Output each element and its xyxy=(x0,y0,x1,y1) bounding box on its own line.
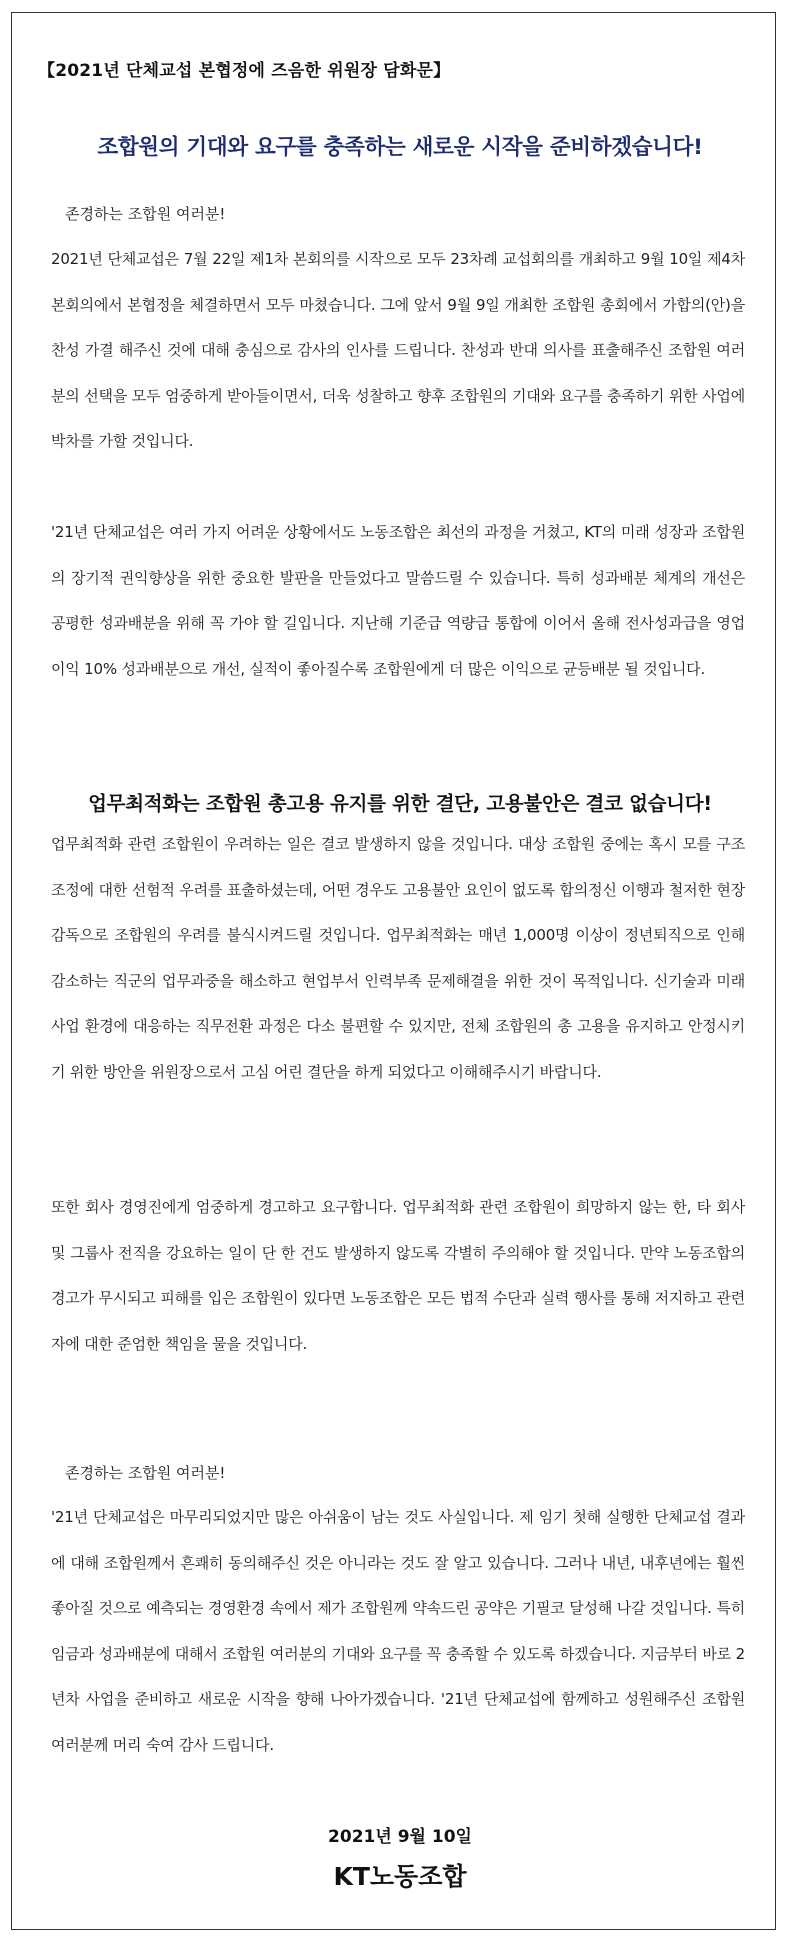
paragraph-4: 또한 회사 경영진에게 엄중하게 경고하고 요구합니다. 업무최적화 관련 조합원이 희망하지 않는 한, 타 회사 및 그룹사 전직을 강요하는 일이 단 한 건도 발생하지 않도록 각별히 주의해야 할 것입니다. 만약 노동조합의 경고가 무시되고 피해를 입은 조합원이 있다면 노동조합은 모든 법적 수단과 실력 행사를 통해 저지하고 관련자에 대한 준엄한 책임을 물을 것입니다. xyxy=(51,1198,745,1353)
greeting-second: 존경하는 조합원 여러분! xyxy=(65,1464,226,1482)
greeting-first: 존경하는 조합원 여러분! xyxy=(65,205,226,223)
main-headline: 조합원의 기대와 요구를 충족하는 새로운 시작을 준비하겠습니다! xyxy=(97,135,703,160)
organization-name: KT노동조합 xyxy=(333,1862,467,1891)
paragraph-3: 업무최적화 관련 조합원이 우려하는 일은 결코 발생하지 않을 것입니다. 대상 조합원 중에는 혹시 모를 구조조정에 대한 선험적 우려를 표출하셨는데, 어떤 경우도 고용불안 요인이 없도록 합의정신 이행과 철저한 현장 감독으로 조합원의 우려를 불식시켜드릴 것입니다. 업무최적화는 매년 1,000명 이상이 정년퇴직으로 인해 감소하는 직군의 업무과중을 해소하고 현업부서 인력부족 문제해결을 위한 것이 목적입니다. 신기술과 미래사업 환경에 대응하는 직무전환 과정은 다소 불편할 수 있지만, 전체 조합원의 총 고용을 유지하고 안정시키기 위한 방안을 위원장으로서 고심 어린 결단을 하게 되었다고 이해해주시기 바랍니다. xyxy=(51,835,745,1081)
paragraph-1: 2021년 단체교섭은 7월 22일 제1차 본회의를 시작으로 모두 23차례 교섭회의를 개최하고 9월 10일 제4차 본회의에서 본협정을 체결하면서 모두 마쳤습니다. 그에 앞서 9월 9일 개최한 조합원 총회에서 가합의(안)을 찬성 가결 해주신 것에 대해 충심으로 감사의 인사를 드립니다. 찬성과 반대 의사를 표출해주신 조합원 여러분의 선택을 모두 엄중하게 받아들이면서, 더욱 성찰하고 향후 조합원의 기대와 요구를 충족하기 위한 사업에 박차를 가할 것입니다. xyxy=(51,250,745,450)
sub-headline: 업무최적화는 조합원 총고용 유지를 위한 결단, 고용불안은 결코 없습니다! xyxy=(88,792,712,815)
paragraph-5: '21년 단체교섭은 마무리되었지만 많은 아쉬움이 남는 것도 사실입니다. 제 임기 첫해 실행한 단체교섭 결과에 대해 조합원께서 흔쾌히 동의해주신 것은 아니라는 것도 잘 알고 있습니다. 그러나 내년, 내후년에는 훨씬 좋아질 것으로 예측되는 경영환경 속에서 제가 조합원께 약속드린 공약은 기필코 달성해 나갈 것입니다. 특히 임금과 성과배분에 대해서 조합원 여러분의 기대와 요구를 꼭 충족할 수 있도록 하겠습니다. 지금부터 바로 2년차 사업을 준비하고 새로운 시작을 향해 나아가겠습니다. '21년 단체교섭에 함께하고 성원해주신 조합원 여러분께 머리 숙여 감사 드립니다. xyxy=(51,1508,745,1754)
paragraph-2: '21년 단체교섭은 여러 가지 어려운 상황에서도 노동조합은 최선의 과정을 거쳤고, KT의 미래 성장과 조합원의 장기적 권익향상을 위한 중요한 발판을 만들었다고 말씀드릴 수 있습니다. 특히 성과배분 체계의 개선은 공평한 성과배분을 위해 꼭 가야 할 길입니다. 지난해 기준급 역량급 통합에 이어서 올해 전사성과급을 영업이익 10% 성과배분으로 개선, 실적이 좋아질수록 조합원에게 더 많은 이익으로 균등배분 될 것입니다. xyxy=(51,523,745,678)
document-header-title: 【2021년 단체교섭 본협정에 즈음한 위원장 담화문】 xyxy=(38,61,451,81)
document-date: 2021년 9월 10일 xyxy=(328,1827,472,1847)
